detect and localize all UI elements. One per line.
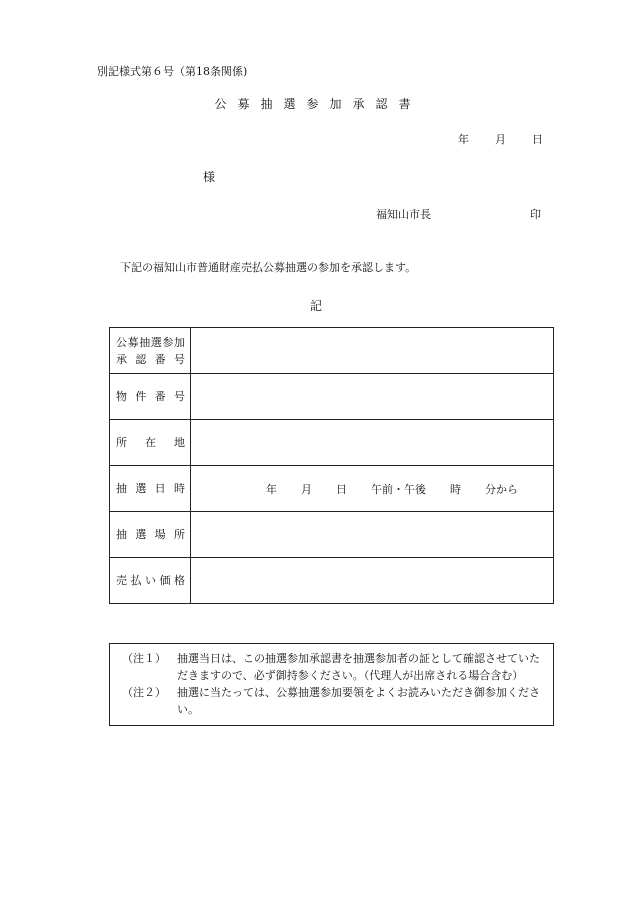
form-id-label: 別記様式第６号（第18条関係): [97, 65, 248, 78]
approval-statement: 下記の福知山市普通財産売払公募抽選の参加を承認します。: [120, 261, 417, 274]
approval-details-table: [109, 327, 554, 604]
note-label: （注２）: [122, 686, 166, 699]
value-sale-price: [191, 558, 554, 604]
date-day: 日: [532, 133, 543, 146]
table-row: [110, 512, 554, 558]
label-approval-number: [110, 328, 191, 374]
note-label: （注１）: [122, 652, 166, 665]
label-line-1: 公募抽選参加: [116, 335, 185, 349]
note-text: 抽選当日は、この抽選参加承認書を抽選参加者の証として確認させていただきますので、必ず御持参ください。（代理人が出席される場合含む）: [177, 652, 540, 682]
value-property-number: [191, 374, 554, 420]
lottery-minute: 分から: [485, 482, 518, 496]
notes-box: [109, 643, 554, 726]
label-lottery-datetime: 抽選日時: [110, 466, 191, 512]
value-lottery-place: [191, 512, 554, 558]
date-line: [458, 131, 543, 147]
table-row: [110, 420, 554, 466]
note-item: [122, 684, 545, 718]
label-location: 所在地: [110, 420, 191, 466]
lottery-hour: 時: [450, 482, 461, 496]
label-lottery-place: 抽選場所: [110, 512, 191, 558]
table-row: [110, 374, 554, 420]
label-line-2: 承認番号: [116, 352, 185, 366]
table-row: [110, 558, 554, 604]
date-year: 年: [458, 133, 469, 146]
label-sale-price: 売払い価格: [110, 558, 191, 604]
ki-heading: 記: [309, 299, 322, 313]
value-lottery-datetime: [191, 466, 554, 512]
note-text: 抽選に当たっては、公募抽選参加要領をよくお読みいただき御参加ください。: [177, 686, 540, 716]
table-row: [110, 328, 554, 374]
seal-mark: 印: [530, 208, 541, 221]
note-item: [122, 650, 545, 684]
lottery-ampm: 午前・午後: [371, 482, 426, 496]
value-approval-number: [191, 328, 554, 374]
lottery-year: 年: [266, 482, 277, 496]
recipient-honorific: 様: [203, 170, 216, 184]
label-property-number: 物件番号: [110, 374, 191, 420]
date-month: 月: [495, 133, 506, 146]
lottery-day: 日: [336, 482, 347, 496]
document-title: 公募抽選参加承認書: [214, 97, 422, 111]
lottery-month: 月: [301, 482, 312, 496]
value-location: [191, 420, 554, 466]
table-row: [110, 466, 554, 512]
issuer-name: 福知山市長: [376, 208, 431, 221]
